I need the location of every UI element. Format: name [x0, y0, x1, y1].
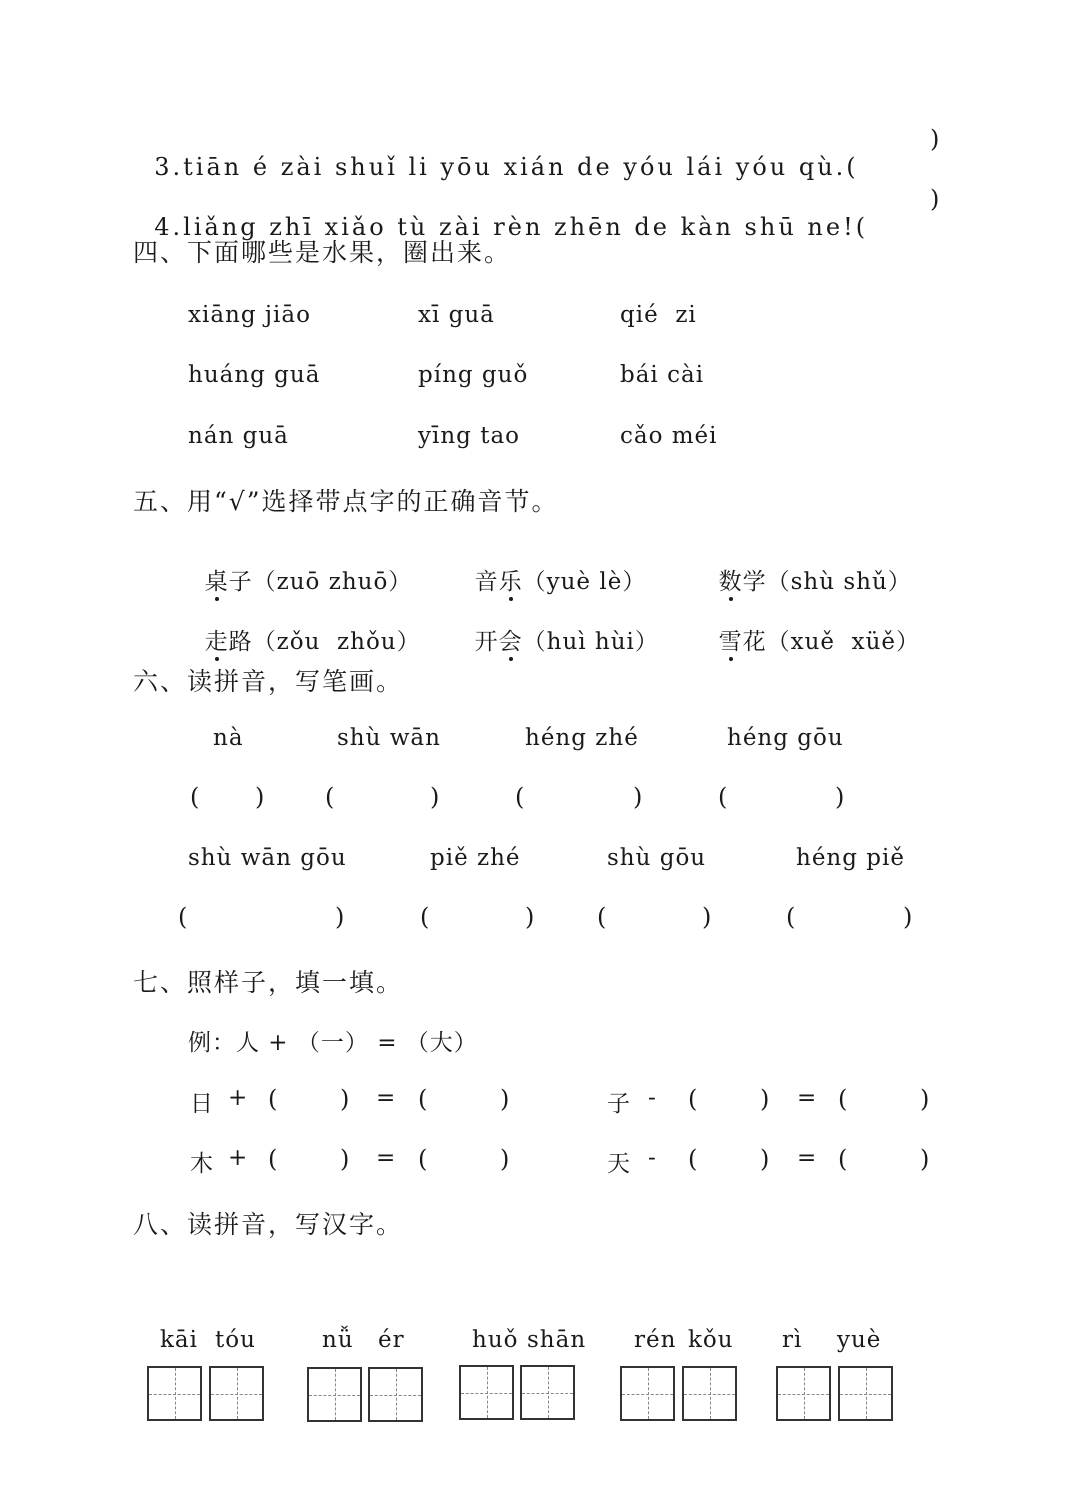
equals-sign: =	[797, 1085, 818, 1111]
answer-open-paren[interactable]: (	[688, 1145, 698, 1173]
answer-open-paren[interactable]: (	[838, 1085, 848, 1113]
answer-open-paren[interactable]: (	[718, 783, 728, 811]
answer-open-paren[interactable]: (	[325, 783, 335, 811]
answer-close-paren[interactable]: )	[340, 1145, 350, 1173]
syllable-choice-item[interactable]: 雪花（xuě xüě）	[702, 597, 920, 656]
word-pinyin: nǚ	[322, 1327, 354, 1353]
answer-close-paren[interactable]: )	[633, 783, 643, 811]
syllable-choice-item[interactable]: 桌子（zuō zhuō）	[188, 537, 412, 596]
fruit-option[interactable]: bái cài	[620, 362, 705, 388]
section-6-title: 六、读拼音，写笔画。	[133, 667, 404, 696]
answer-open-paren[interactable]: (	[420, 903, 430, 931]
answer-close-paren[interactable]: )	[702, 903, 712, 931]
writing-grid-box[interactable]	[368, 1367, 423, 1422]
answer-close-paren[interactable]: )	[920, 1145, 930, 1173]
equals-sign: =	[797, 1145, 818, 1171]
writing-grid-box[interactable]	[459, 1365, 514, 1420]
sentence-4-close-paren[interactable]: )	[930, 185, 940, 213]
equals-sign: =	[376, 1085, 397, 1111]
dotted-char: 桌	[205, 563, 229, 596]
answer-close-paren[interactable]: )	[525, 903, 535, 931]
word-pinyin: rì	[782, 1327, 803, 1353]
writing-grid-box[interactable]	[838, 1366, 893, 1421]
answer-open-paren[interactable]: (	[597, 903, 607, 931]
dotted-char: 数	[719, 563, 743, 596]
answer-close-paren[interactable]: )	[760, 1085, 770, 1113]
fruit-option[interactable]: huáng guā	[188, 362, 321, 388]
answer-close-paren[interactable]: )	[903, 903, 913, 931]
syllable-choice-item[interactable]: 走路（zǒu zhǒu）	[188, 597, 421, 656]
writing-grid-box[interactable]	[209, 1366, 264, 1421]
word-pinyin: ér	[378, 1327, 405, 1353]
answer-close-paren[interactable]: )	[760, 1145, 770, 1173]
answer-open-paren[interactable]: (	[838, 1145, 848, 1173]
fruit-option[interactable]: xiāng jiāo	[188, 302, 311, 328]
dotted-char: 乐	[499, 563, 523, 596]
sentence-3	[133, 125, 859, 181]
stroke-pinyin: héng gōu	[727, 725, 844, 751]
dotted-char: 雪	[719, 623, 743, 656]
fruit-option[interactable]: píng guǒ	[418, 362, 529, 388]
section-7-title: 七、照样子，填一填。	[133, 968, 404, 997]
answer-open-paren[interactable]: (	[268, 1085, 278, 1113]
equals-sign: =	[376, 1145, 397, 1171]
answer-open-paren[interactable]: (	[688, 1085, 698, 1113]
stroke-pinyin: héng zhé	[525, 725, 639, 751]
sentence-4-text: 4.liǎng zhī xiǎo tù zài rèn zhēn de kàn shū ne!(	[154, 213, 869, 241]
stroke-pinyin: nà	[213, 725, 244, 751]
word-pinyin: kǒu	[688, 1327, 734, 1353]
fruit-option[interactable]: xī guā	[418, 302, 495, 328]
section-4-title: 四、下面哪些是水果，圈出来。	[133, 238, 512, 267]
writing-grid-box[interactable]	[520, 1365, 575, 1420]
syllable-choice-item[interactable]: 开会（huì hùi）	[458, 597, 659, 656]
stroke-pinyin: shù wān gōu	[188, 845, 347, 871]
stroke-pinyin: piě zhé	[430, 845, 521, 871]
answer-close-paren[interactable]: )	[835, 783, 845, 811]
answer-close-paren[interactable]: )	[340, 1085, 350, 1113]
fruit-option[interactable]: cǎo méi	[620, 423, 718, 449]
equation-char: 日	[190, 1091, 214, 1117]
example-equation: 例：人 + （一） = （大）	[188, 1030, 478, 1056]
stroke-pinyin: shù gōu	[607, 845, 707, 871]
writing-grid-box[interactable]	[776, 1366, 831, 1421]
section-8-title: 八、读拼音，写汉字。	[133, 1210, 404, 1239]
answer-open-paren[interactable]: (	[515, 783, 525, 811]
stroke-pinyin: héng piě	[796, 845, 905, 871]
equation-char: 天	[607, 1151, 631, 1177]
minus-sign: -	[648, 1145, 657, 1171]
fruit-option[interactable]: nán guā	[188, 423, 289, 449]
writing-grid-box[interactable]	[682, 1366, 737, 1421]
answer-close-paren[interactable]: )	[430, 783, 440, 811]
sentence-3-close-paren[interactable]: )	[930, 125, 940, 153]
word-pinyin: yuè	[837, 1327, 882, 1353]
equation-char: 子	[607, 1091, 631, 1117]
word-pinyin: huǒ	[472, 1327, 519, 1353]
equation-char: 木	[190, 1151, 214, 1177]
answer-open-paren[interactable]: (	[268, 1145, 278, 1173]
answer-close-paren[interactable]: )	[500, 1085, 510, 1113]
word-pinyin: kāi	[160, 1327, 199, 1353]
writing-grid-box[interactable]	[307, 1367, 362, 1422]
answer-close-paren[interactable]: )	[920, 1085, 930, 1113]
plus-sign: +	[228, 1085, 249, 1111]
stroke-pinyin: shù wān	[337, 725, 441, 751]
fruit-option[interactable]: yīng tao	[418, 423, 520, 449]
word-pinyin: tóu	[215, 1327, 256, 1353]
answer-open-paren[interactable]: (	[418, 1085, 428, 1113]
word-pinyin: shān	[527, 1327, 587, 1353]
syllable-choice-item[interactable]: 音乐（yuè lè）	[458, 537, 646, 596]
writing-grid-box[interactable]	[620, 1366, 675, 1421]
dotted-char: 会	[499, 623, 523, 656]
writing-grid-box[interactable]	[147, 1366, 202, 1421]
answer-close-paren[interactable]: )	[335, 903, 345, 931]
fruit-option[interactable]: qié zi	[620, 302, 697, 328]
dotted-char: 走	[205, 623, 229, 656]
answer-open-paren[interactable]: (	[418, 1145, 428, 1173]
answer-open-paren[interactable]: (	[190, 783, 200, 811]
syllable-choice-item[interactable]: 数学（shù shǔ）	[702, 537, 912, 596]
plus-sign: +	[228, 1145, 249, 1171]
sentence-3-text: 3.tiān é zài shuǐ li yōu xián de yóu lái yóu qù.(	[154, 153, 859, 181]
answer-open-paren[interactable]: (	[786, 903, 796, 931]
word-pinyin: rén	[634, 1327, 677, 1353]
minus-sign: -	[648, 1085, 657, 1111]
answer-open-paren[interactable]: (	[178, 903, 188, 931]
answer-close-paren[interactable]: )	[255, 783, 265, 811]
answer-close-paren[interactable]: )	[500, 1145, 510, 1173]
section-5-title: 五、用“√”选择带点字的正确音节。	[133, 487, 559, 516]
